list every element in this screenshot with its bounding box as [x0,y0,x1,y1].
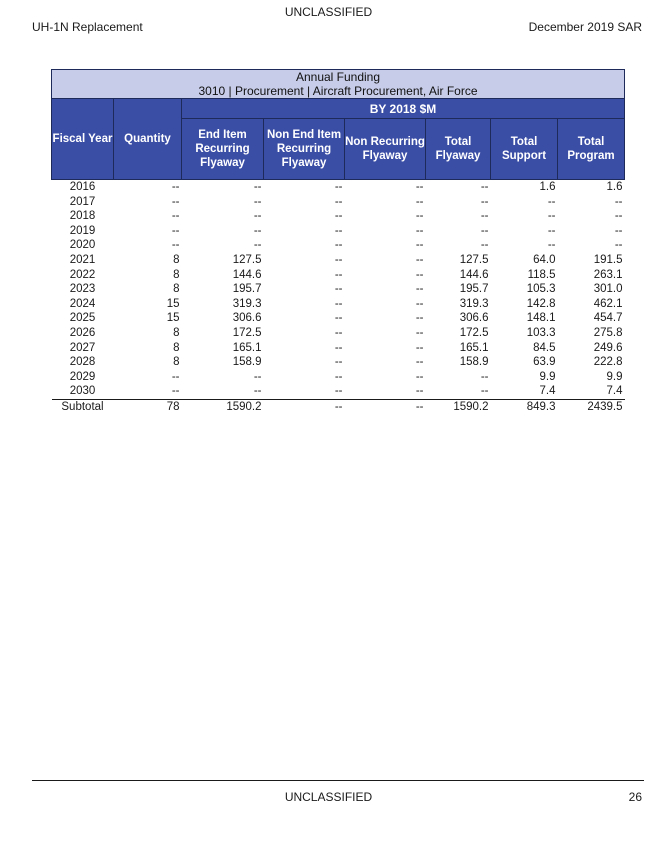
table-row [52,326,625,341]
table-row [52,384,625,399]
cell-total-program: 301.0 [593,283,623,296]
cell-fiscal-year: 2018 [69,210,96,223]
cell-end-item: -- [253,181,262,193]
table-row [52,370,625,385]
cell-total-program: 7.4 [606,385,623,398]
cell-total-flyaway: -- [480,210,489,223]
cell-fiscal-year: 2019 [69,224,96,237]
cell-quantity: -- [171,370,180,383]
cell-non-recurring: -- [415,385,424,398]
table-row [52,238,625,253]
cell-total-flyaway: -- [480,195,489,208]
cell-non-recurring: -- [415,326,424,339]
cell-total-program: 263.1 [593,268,623,281]
cell-total-flyaway: -- [480,224,489,237]
cell-total-program: 462.1 [593,297,623,310]
cell-total-support: 7.4 [539,385,556,398]
cell-total-flyaway: 127.5 [459,253,489,266]
table-row [52,224,625,239]
cell-non-end-item: -- [334,312,343,325]
cell-total-program: -- [614,195,623,208]
cell-non-recurring: -- [415,195,424,208]
cell-non-recurring: -- [415,297,424,310]
cell-non-end-item: -- [334,210,343,223]
cell-total-support: 84.5 [533,341,556,354]
cell-total-support: 64.0 [533,253,556,266]
table-row [52,268,625,283]
cell-total-flyaway: 195.7 [459,283,489,296]
table-subtitle: 3010 | Procurement | Aircraft Procurement, Air Force [198,84,478,98]
cell-quantity: 8 [173,268,180,281]
cell-fiscal-year: 2026 [69,326,96,339]
cell-non-recurring: -- [415,312,424,325]
footer-divider [32,780,644,781]
cell-quantity: -- [171,210,180,223]
base-year-header: BY 2018 $M [182,99,625,119]
cell-total-flyaway: 158.9 [459,356,489,369]
cell-total-program: -- [614,210,623,223]
cell-total-program: 454.7 [593,312,623,325]
cell-fiscal-year: 2023 [69,283,96,296]
cell-non-end-item: -- [264,399,345,414]
col-header-total-support: Total Support [491,119,558,180]
classification-bottom: UNCLASSIFIED [284,790,373,804]
table-row [52,355,625,370]
cell-non-recurring: -- [415,283,424,296]
annual-funding-table [51,69,625,415]
cell-end-item: 144.6 [232,268,262,281]
cell-fiscal-year: 2020 [69,239,96,252]
col-header-end-item-recurring: End Item Recurring Flyaway [182,119,264,180]
cell-non-end-item: -- [334,253,343,266]
page-number: 26 [628,790,642,804]
cell-quantity: 78 [114,399,182,414]
cell-end-item: 195.7 [232,283,262,296]
cell-fiscal-year: 2028 [69,356,96,369]
cell-quantity: 8 [173,341,180,354]
table-row [52,253,625,268]
cell-quantity: 8 [173,326,180,339]
cell-fiscal-year: 2030 [69,385,96,398]
cell-end-item: -- [253,224,262,237]
subtotal-row [52,399,625,414]
cell-non-recurring: -- [415,341,424,354]
cell-total-support: 103.3 [526,326,556,339]
table-row [52,311,625,326]
col-header-fiscal-year: Fiscal Year [52,99,114,180]
cell-total-flyaway: 1590.2 [426,399,491,414]
cell-non-end-item: -- [334,341,343,354]
table-row [52,341,625,356]
cell-non-end-item: -- [334,224,343,237]
table-title-cell [52,70,625,99]
cell-total-support: -- [547,239,556,252]
cell-total-flyaway: -- [480,239,489,252]
cell-total-support: 105.3 [526,283,556,296]
cell-total-flyaway: -- [480,385,489,398]
col-header-non-end-item-recurring: Non End Item Recurring Flyaway [264,119,345,180]
cell-quantity: -- [171,239,180,252]
table-row [52,209,625,224]
cell-total-support: 142.8 [526,297,556,310]
table-row [52,180,625,195]
cell-total-support: -- [547,224,556,237]
col-header-total-program: Total Program [558,119,625,180]
cell-total-program: -- [614,224,623,237]
cell-non-recurring: -- [415,370,424,383]
cell-fiscal-year: 2024 [69,297,96,310]
cell-total-program: 275.8 [593,326,623,339]
cell-quantity: 8 [173,283,180,296]
cell-non-end-item: -- [334,195,343,208]
cell-total-flyaway: 144.6 [459,268,489,281]
cell-end-item: 172.5 [232,326,262,339]
cell-non-end-item: -- [334,385,343,398]
cell-quantity: 8 [173,253,180,266]
cell-fiscal-year: 2016 [69,181,96,193]
cell-non-end-item: -- [334,297,343,310]
cell-non-end-item: -- [334,283,343,296]
cell-total-program: 2439.5 [558,399,625,414]
cell-total-support: 63.9 [533,356,556,369]
cell-end-item: 165.1 [232,341,262,354]
program-name: UH-1N Replacement [32,20,143,34]
cell-total-support: 9.9 [539,370,556,383]
cell-fiscal-year: 2017 [69,195,96,208]
cell-total-support: 118.5 [527,268,556,281]
cell-end-item: -- [253,210,262,223]
cell-non-recurring: -- [415,268,424,281]
cell-end-item: -- [253,385,262,398]
cell-non-recurring: -- [345,399,426,414]
cell-total-program: 249.6 [593,341,623,354]
cell-quantity: 15 [166,297,180,310]
cell-total-support: 849.3 [491,399,558,414]
cell-total-flyaway: 306.6 [459,312,489,325]
cell-total-flyaway: -- [480,181,489,193]
cell-total-program: 9.9 [606,370,623,383]
cell-total-support: 148.1 [526,312,556,325]
cell-quantity: -- [171,181,180,193]
table-row [52,195,625,210]
cell-total-program: 222.8 [593,356,623,369]
cell-non-end-item: -- [334,181,343,193]
cell-non-recurring: -- [415,210,424,223]
cell-end-item: 1590.2 [182,399,264,414]
cell-quantity: 8 [173,356,180,369]
cell-total-support: -- [547,210,556,223]
cell-fiscal-year: 2021 [69,253,96,266]
cell-non-end-item: -- [334,370,343,383]
classification-top: UNCLASSIFIED [284,5,373,19]
col-header-non-recurring: Non Recurring Flyaway [345,119,426,180]
cell-subtotal-label: Subtotal [52,399,114,414]
cell-non-recurring: -- [415,253,424,266]
cell-fiscal-year: 2022 [69,268,96,281]
cell-fiscal-year: 2025 [69,312,96,325]
cell-non-end-item: -- [334,326,343,339]
col-header-quantity: Quantity [114,99,182,180]
cell-non-end-item: -- [334,239,343,252]
cell-end-item: -- [253,239,262,252]
cell-total-program: 1.6 [606,181,623,193]
cell-fiscal-year: 2029 [69,370,96,383]
cell-fiscal-year: 2027 [69,341,96,354]
col-header-total-flyaway: Total Flyaway [426,119,491,180]
cell-non-recurring: -- [415,181,424,193]
cell-total-flyaway: -- [480,370,489,383]
table-row [52,282,625,297]
cell-total-support: -- [547,195,556,208]
cell-non-end-item: -- [334,268,343,281]
cell-total-flyaway: 319.3 [459,297,489,310]
cell-non-recurring: -- [415,224,424,237]
cell-quantity: 15 [166,312,180,325]
cell-end-item: -- [253,370,262,383]
cell-end-item: -- [253,195,262,208]
table-row [52,297,625,312]
cell-non-recurring: -- [415,356,424,369]
table-title: Annual Funding [295,70,381,84]
cell-total-flyaway: 165.1 [459,341,489,354]
cell-total-flyaway: 172.5 [459,326,489,339]
cell-end-item: 306.6 [232,312,262,325]
report-date: December 2019 SAR [528,20,642,34]
cell-quantity: -- [171,195,180,208]
cell-quantity: -- [171,224,180,237]
cell-non-end-item: -- [334,356,343,369]
cell-total-program: 191.5 [593,253,623,266]
cell-end-item: 127.5 [232,253,262,266]
cell-total-program: -- [614,239,623,252]
cell-non-recurring: -- [415,239,424,252]
cell-total-support: 1.6 [539,181,556,193]
cell-end-item: 158.9 [232,356,262,369]
cell-quantity: -- [171,385,180,398]
cell-end-item: 319.3 [232,297,262,310]
